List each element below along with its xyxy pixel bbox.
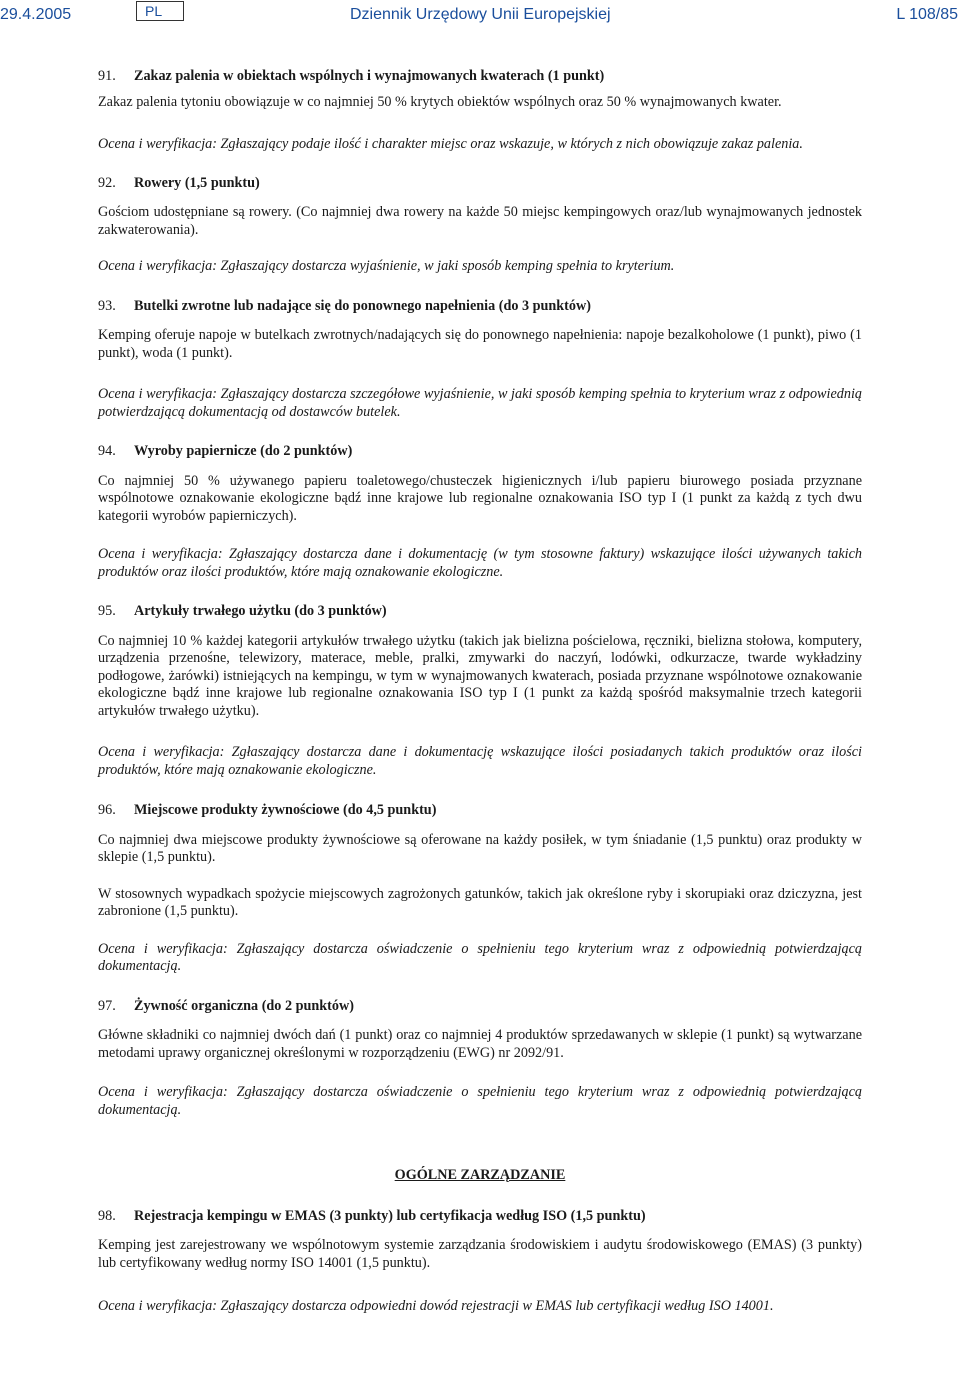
criterion-text: Kemping oferuje napoje w butelkach zwrotnych/nadających się do ponownego napełnienia: napoje bezalkoholowe (1 punkt), piwo (1 punkt), woda (1 punkt). [98,327,862,361]
criterion-title: Butelki zwrotne lub nadające się do ponownego napełnienia (do 3 punktów) [134,297,591,314]
page-reference: L 108/85 [896,6,958,23]
criterion-number: 92. [98,174,116,191]
criterion-evaluation: Ocena i weryfikacja: Zgłaszający dostarcza odpowiedni dowód rejestracji w EMAS lub certyfikacji według ISO 14001. [98,1298,774,1314]
criterion-heading [98,998,862,1016]
criterion-title: Żywność organiczna (do 2 punktów) [134,997,354,1014]
criterion-text: Co najmniej 10 % każdej kategorii artykułów trwałego użytku (takich jak bielizna pościelowa, ręczniki, bielizna stołowa, komputery, urządzenia przenośne, telewizory, materace, meble, pralki, zmywarki do naczyń, lodówki, odkurzacze, twarde wykładziny podłogowe, żarówki) istniejących na kempingu, w tym w wynajmowanych kwaterach, posiada przyznane wspólnotowe oznakowanie ekologiczne bądź inne krajowe lub regionalne oznakowania ISO typ I (1 punkt za każdą spośród maksymalnie trzech kategorii artykułów trwałego użytku). [98,632,862,719]
criterion-title: Artykuły trwałego użytku (do 3 punktów) [134,603,387,619]
criterion-text: Co najmniej dwa miejscowe produkty żywnościowe są oferowane na każdy posiłek, w tym śniadanie (1,5 punktu) oraz produkty w sklepie (1,5 punktu). [98,831,862,865]
language-badge: PL [136,1,184,21]
page-header [0,0,960,36]
criterion-evaluation: Ocena i weryfikacja: Zgłaszający dostarcza dane i dokumentację (w tym stosowne faktury) wskazujące ilości używanych takich produktów oraz ilości produktów, które mają oznakowanie ekologiczne. [98,546,862,580]
criterion-number: 98. [98,1207,116,1224]
criterion-number: 97. [98,997,116,1014]
criterion-evaluation: Ocena i weryfikacja: Zgłaszający dostarcza oświadczenie o spełnieniu tego kryterium wraz z odpowiednią potwierdzającą dokumentacją. [98,1084,862,1118]
criterion-number: 96. [98,802,116,818]
criterion-text: Zakaz palenia tytoniu obowiązuje w co najmniej 50 % krytych obiektów wspólnych oraz 50 % wynajmowanych kwater. [98,93,782,110]
criterion-heading [98,175,862,193]
criterion-heading [98,603,862,621]
criterion-heading [98,443,862,461]
criterion-heading [98,802,862,820]
section-title: OGÓLNE ZARZĄDZANIE [394,1167,566,1183]
criterion-text: Główne składniki co najmniej dwóch dań (1 punkt) oraz co najmniej 4 produktów sprzedawanych w sklepie (1 punkt) są wytwarzane metodami uprawy organicznej określonymi w rozporządzeniu (EWG) nr 2092/91. [98,1027,862,1061]
criterion-evaluation: Ocena i weryfikacja: Zgłaszający dostarcza wyjaśnienie, w jaki sposób kemping spełnia to kryterium. [98,258,675,274]
criterion-number: 91. [98,68,116,84]
criterion-heading [98,68,862,86]
criterion-97 [98,998,862,1120]
criterion-evaluation: Ocena i weryfikacja: Zgłaszający dostarcza szczegółowe wyjaśnienie, w jaki sposób kemping spełnia to kryterium wraz z odpowiednią potwierdzającą dokumentacją od dostawców butelek. [98,386,862,420]
criterion-95 [98,603,862,779]
criterion-title: Wyroby papiernicze (do 2 punktów) [134,443,353,459]
criterion-text: Kemping jest zarejestrowany we wspólnotowym systemie zarządzania środowiskiem i audytu środowiskowego (EMAS) (3 punkty) lub certyfikowany według normy ISO 14001 (1,5 punktu). [98,1237,862,1271]
journal-title: Dziennik Urzędowy Unii Europejskiej [350,6,611,23]
criterion-evaluation: Ocena i weryfikacja: Zgłaszający dostarcza dane i dokumentację wskazujące ilości posiadanych takich produktów oraz ilości produktów, które mają oznakowanie ekologiczne. [98,744,862,778]
criterion-evaluation: Ocena i weryfikacja: Zgłaszający podaje ilość i charakter miejsc oraz wskazuje, w których z nich obowiązuje zakaz palenia. [98,136,803,152]
criterion-number: 95. [98,603,116,619]
criterion-91 [98,68,862,154]
criterion-title: Zakaz palenia w obiektach wspólnych i wynajmowanych kwaterach (1 punkt) [134,68,605,84]
criterion-heading [98,1208,862,1226]
document-body [98,60,862,1316]
criterion-92 [98,175,862,276]
criterion-number: 93. [98,297,116,314]
criterion-96 [98,802,862,976]
criterion-98 [98,1208,862,1316]
criterion-text: Co najmniej 50 % używanego papieru toaletowego/chusteczek higienicznych i/lub papieru biurowego posiada przyznane wspólnotowe oznakowanie ekologiczne bądź inne krajowe lub regionalne oznakowania ISO typ I (1 punkt za każdą z tych dwu kategorii wyrobów papierniczych). [98,472,862,524]
criterion-title: Rowery (1,5 punktu) [134,174,260,191]
criterion-text: W stosownych wypadkach spożycie miejscowych zagrożonych gatunków, takich jak określone ryby i skorupiaki oraz dziczyzna, jest zabronione (1,5 punktu). [98,885,862,919]
publication-date: 29.4.2005 [0,6,72,23]
criterion-title: Rejestracja kempingu w EMAS (3 punkty) lub certyfikacja według ISO (1,5 punktu) [134,1207,646,1224]
criterion-number: 94. [98,443,116,459]
criterion-title: Miejscowe produkty żywnościowe (do 4,5 punktu) [134,802,437,818]
criterion-heading [98,298,862,316]
criterion-evaluation: Ocena i weryfikacja: Zgłaszający dostarcza oświadczenie o spełnieniu tego kryterium wraz z odpowiednią potwierdzającą dokumentacją. [98,940,862,974]
criterion-text: Gościom udostępniane są rowery. (Co najmniej dwa rowery na każde 50 miejsc kempingowych oraz/lub wynajmowanych jednostek zakwaterowania). [98,204,862,238]
criterion-94 [98,443,862,581]
criterion-93 [98,298,862,422]
